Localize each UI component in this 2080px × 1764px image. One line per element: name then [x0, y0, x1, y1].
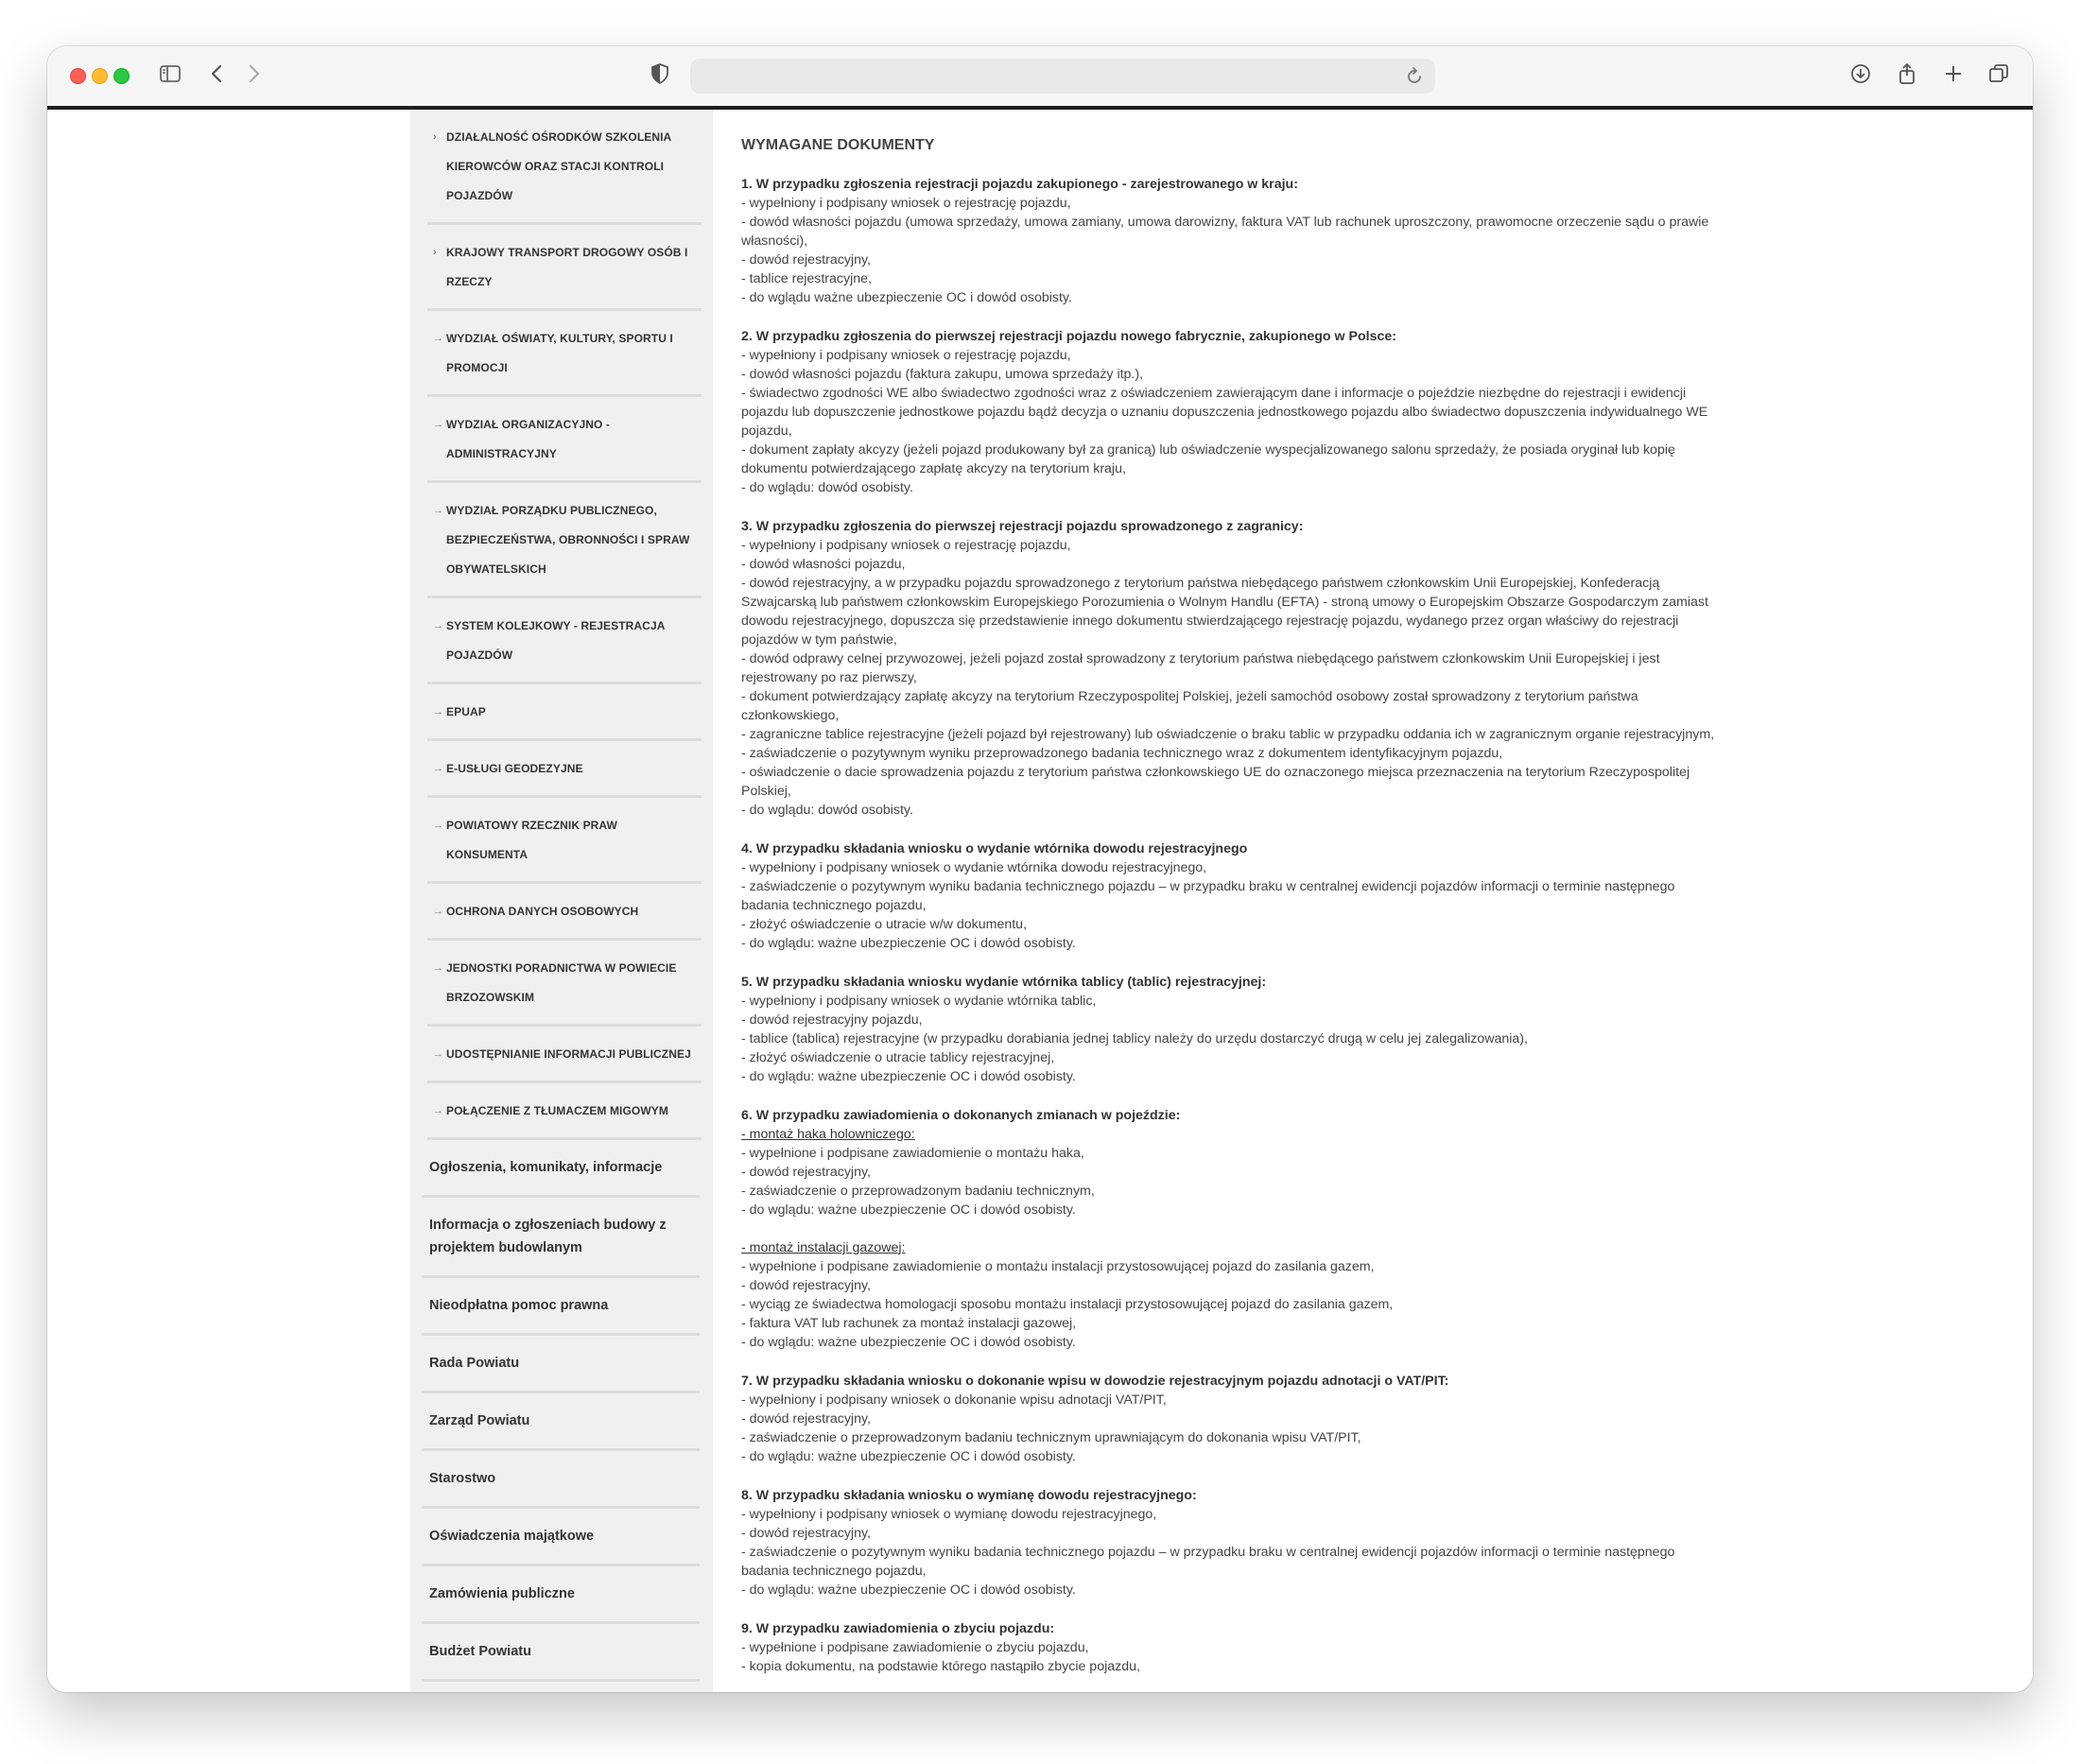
close-window-button[interactable] [70, 68, 86, 84]
requirement-line: - dowód rejestracyjny, [741, 1165, 871, 1180]
arrow-right-icon: → [433, 1048, 444, 1060]
sidebar-menu-item-label: WYDZIAŁ ORGANIZACYJNO - ADMINISTRACYJNY [446, 418, 610, 460]
requirement-line: - wyciąg ze świadectwa homologacji sposobu montażu instalacji przystosowującej pojazd do zasilania gazem, [741, 1297, 1394, 1312]
document-section [741, 839, 1725, 953]
sidebar-link[interactable]: Starostwo [422, 1451, 700, 1509]
section-heading: 2. W przypadku zgłoszenia do pierwszej rejestracji pojazdu nowego fabrycznie, zakupionego w Polsce: [741, 329, 1396, 344]
browser-window [47, 46, 2033, 1692]
requirement-line: - do wglądu ważne ubezpieczenie OC i dowód osobisty. [741, 290, 1072, 305]
sidebar-menu-item[interactable] [427, 598, 702, 684]
page-title: WYMAGANE DOKUMENTY [741, 137, 935, 153]
sidebar-menu-item-label: E-USŁUGI GEODEZYJNE [446, 762, 583, 775]
documents-sections [741, 175, 1725, 1676]
sidebar-menu-item[interactable] [427, 884, 702, 941]
requirement-line: - wypełniony i podpisany wniosek o wydanie wtórnika tablic, [741, 994, 1097, 1009]
document-section [741, 1619, 1725, 1676]
downloads-icon[interactable] [1844, 56, 1878, 92]
sidebar-menu-item-label: OCHRONA DANYCH OSOBOWYCH [446, 905, 639, 918]
sidebar-menu-item-label: DZIAŁALNOŚĆ OŚRODKÓW SZKOLENIA KIEROWCÓW ORAZ STACJI KONTROLI POJAZDÓW [446, 130, 671, 202]
requirement-line: - wypełniony i podpisany wniosek o rejestrację pojazdu, [741, 538, 1071, 553]
requirement-line: - zaświadczenie o przeprowadzonym badaniu technicznym, [741, 1184, 1095, 1199]
requirement-line: - dowód rejestracyjny, a w przypadku pojazdu sprowadzonego z terytorium państwa niebędącego państwem członkowskim Unii Europejskiej, Konfederacją Szwajcarską lub państwem członkowskim Europejskiego Porozumienia o Wolnym Handlu (EFTA) - stroną umowy o Europejskim Obszarze Gospodarczym zamiast dowodu rejestracyjnego, dopuszcza się przedstawienie innego dokumentu stwierdzającego rejestrację pojazdu, wydanego przez organ właściwy do rejestracji pojazdów w tym państwie, [741, 576, 1708, 648]
arrow-right-icon: › [433, 131, 437, 143]
requirement-line: - faktura VAT lub rachunek za montaż instalacji gazowej, [741, 1316, 1077, 1331]
requirement-line: - wypełniony i podpisany wniosek o wydanie wtórnika dowodu rejestracyjnego, [741, 860, 1207, 875]
requirement-line: - dowód własności pojazdu, [741, 557, 906, 572]
arrow-right-icon: → [433, 962, 444, 974]
requirement-line: - wypełnione i podpisane zawiadomienie o montażu haka, [741, 1146, 1084, 1161]
sidebar-menu-item[interactable] [427, 1083, 702, 1140]
requirement-line: - zaświadczenie o pozytywnym wyniku badania technicznego pojazdu – w przypadku braku w centralnej ewidencji pojazdów informacji o terminie następnego badania technicznego pojazdu, [741, 879, 1675, 913]
arrow-right-icon: → [433, 620, 444, 631]
section-heading: 7. W przypadku składania wniosku o dokonanie wpisu w dowodzie rejestracyjnym pojazdu adnotacji o VAT/PIT: [741, 1374, 1449, 1389]
sidebar-link[interactable]: Zamówienia publiczne [422, 1566, 700, 1624]
arrow-right-icon: → [433, 505, 444, 516]
requirement-line: - zaświadczenie o pozytywnym wyniku badania technicznego pojazdu – w przypadku braku w centralnej ewidencji pojazdów informacji o terminie następnego badania technicznego pojazdu, [741, 1545, 1675, 1579]
arrow-right-icon: → [433, 706, 444, 718]
requirement-line: - do wglądu: ważne ubezpieczenie OC i dowód osobisty. [741, 1202, 1076, 1218]
section-heading: 5. W przypadku składania wniosku wydanie wtórnika tablicy (tablic) rejestracyjnej: [741, 975, 1267, 990]
browser-toolbar [47, 46, 2033, 110]
requirement-line: - dowód rejestracyjny pojazdu, [741, 1012, 923, 1028]
arrow-right-icon: → [433, 906, 444, 917]
requirement-line: - wypełniony i podpisany wniosek o rejestrację pojazdu, [741, 348, 1071, 363]
document-section [741, 1372, 1725, 1466]
arrow-right-icon: › [433, 247, 437, 258]
requirement-line: - do wglądu: ważne ubezpieczenie OC i dowód osobisty. [741, 936, 1076, 951]
requirement-line: - dowód własności pojazdu (umowa sprzedaży, umowa zamiany, umowa darowizny, faktura VAT lub rachunek uproszczony, prawomocne orzeczenie sądu o prawie własności), [741, 215, 1709, 249]
section-heading: 3. W przypadku zgłoszenia do pierwszej rejestracji pojazdu sprowadzonego z zagranicy: [741, 519, 1304, 534]
requirement-line: - wypełnione i podpisane zawiadomienie o zbyciu pojazdu, [741, 1640, 1089, 1655]
address-bar[interactable] [690, 59, 1435, 94]
document-section [741, 327, 1725, 497]
sidebar-sub-menu [410, 1140, 713, 1682]
requirement-line: - do wglądu: dowód osobisty. [741, 480, 913, 495]
minimize-window-button[interactable] [92, 68, 108, 84]
section-subheading: - montaż instalacji gazowej: [741, 1240, 906, 1255]
tab-overview-icon[interactable] [1982, 56, 2016, 92]
reload-icon[interactable] [1403, 65, 1426, 88]
sidebar-menu-item-label: SYSTEM KOLEJKOWY - REJESTRACJA POJAZDÓW [446, 619, 666, 662]
requirement-line: - zagraniczne tablice rejestracyjne (jeżeli pojazd był rejestrowany) lub oświadczenie o braku tablic w przypadku oddania ich w zagranicznym organie rejestracyjnym, [741, 727, 1715, 742]
sidebar-menu-item-label: WYDZIAŁ OŚWIATY, KULTURY, SPORTU I PROMOCJI [446, 332, 673, 374]
requirement-line: - dokument potwierdzający zapłatę akcyzy na terytorium Rzeczypospolitej Polskiej, jeżeli samochód osobowy został sprowadzony z terytorium państwa członkowskiego, [741, 689, 1638, 723]
sidebar-menu-item[interactable] [427, 397, 702, 483]
requirement-line: - wypełnione i podpisane zawiadomienie o montażu instalacji przystosowującej pojazd do zasilania gazem, [741, 1259, 1375, 1274]
requirement-line: - zaświadczenie o przeprowadzonym badaniu technicznym uprawniającym do dokonania wpisu VAT/PIT, [741, 1430, 1361, 1445]
chevron-left-icon [205, 61, 230, 86]
sidebar-link[interactable]: Informacja o zgłoszeniach budowy z projektem budowlanym [422, 1198, 700, 1278]
document-section [741, 517, 1725, 820]
requirement-line: - wypełniony i podpisany wniosek o rejestrację pojazdu, [741, 196, 1071, 211]
document-section [741, 175, 1725, 307]
arrow-right-icon: → [433, 820, 444, 831]
back-button[interactable] [200, 56, 234, 92]
section-subheading: - montaż haka holowniczego: [741, 1127, 915, 1142]
requirement-line: - tablice rejestracyjne, [741, 271, 872, 286]
sidebar-link[interactable]: Ogłoszenia, komunikaty, informacje [422, 1140, 700, 1198]
arrow-right-icon: → [433, 333, 444, 344]
main-content [741, 123, 1725, 1692]
requirement-line: - złożyć oświadczenie o utracie tablicy rejestracyjnej, [741, 1050, 1055, 1065]
requirement-line: - oświadczenie o dacie sprowadzenia pojazdu z terytorium państwa członkowskiego UE do oznaczonego miejsca przeznaczenia na terytorium Rzeczypospolitej Polskiej, [741, 765, 1690, 799]
section-heading: 4. W przypadku składania wniosku o wydanie wtórnika dowodu rejestracyjnego [741, 841, 1248, 856]
sidebar-menu-item[interactable] [427, 110, 702, 225]
forward-button[interactable] [236, 56, 270, 92]
sidebar-menu-item[interactable] [427, 483, 702, 598]
sidebar-menu-item-label: WYDZIAŁ PORZĄDKU PUBLICZNEGO, BEZPIECZEŃSTWA, OBRONNOŚCI I SPRAW OBYWATELSKICH [446, 504, 690, 576]
sidebar-menu-item-label: POŁĄCZENIE Z TŁUMACZEM MIGOWYM [446, 1104, 668, 1117]
sidebar-link[interactable]: Nieodpłatna pomoc prawna [422, 1278, 700, 1336]
privacy-shield-icon[interactable] [643, 56, 677, 92]
requirement-line: - do wglądu: ważne ubezpieczenie OC i dowód osobisty. [741, 1449, 1076, 1464]
sidebar-menu-item-label: POWIATOWY RZECZNIK PRAW KONSUMENTA [446, 819, 617, 861]
requirement-line: - dowód odprawy celnej przywozowej, jeżeli pojazd został sprowadzony z terytorium państwa niebędącego państwem członkowskim Unii Europejskiej i jest rejestrowany po raz pierwszy, [741, 651, 1660, 685]
sidebar [410, 110, 713, 1692]
requirement-line: - tablice (tablica) rejestracyjne (w przypadku dorabiania jednej tablicy należy do urzędu dostarczyć drugą w celu jej zalegalizowania), [741, 1031, 1528, 1046]
requirement-line: - dowód własności pojazdu (faktura zakupu, umowa sprzedaży itp.), [741, 367, 1144, 382]
requirement-line: - dokument zapłaty akcyzy (jeżeli pojazd produkowany był za granicą) lub oświadczenie wyspecjalizowanego salonu sprzedaży, że posiada oryginał lub kopię dokumentu potwierdzającego zapłatę akcyzy na terytorium kraju, [741, 442, 1675, 476]
sidebar-menu-item[interactable] [427, 741, 702, 798]
requirement-line: - dowód rejestracyjny, [741, 252, 871, 268]
requirement-line: - do wglądu: ważne ubezpieczenie OC i dowód osobisty. [741, 1069, 1076, 1084]
sidebar-link[interactable]: Zarząd Powiatu [422, 1393, 700, 1451]
sidebar-menu-item[interactable] [427, 941, 702, 1027]
arrow-right-icon: → [433, 419, 444, 430]
requirement-line: - złożyć oświadczenie o utracie w/w dokumentu, [741, 917, 1028, 932]
section-heading: 6. W przypadku zawiadomienia o dokonanych zmianach w pojeździe: [741, 1108, 1181, 1123]
sidebar-menu-item[interactable] [427, 1027, 702, 1083]
requirement-line: - kopia dokumentu, na podstawie którego nastąpiło zbycie pojazdu, [741, 1659, 1140, 1674]
section-heading: 9. W przypadku zawiadomienia o zbyciu pojazdu: [741, 1621, 1055, 1636]
section-heading: 8. W przypadku składania wniosku o wymianę dowodu rejestracyjnego: [741, 1488, 1197, 1503]
sidebar-menu-item[interactable] [427, 311, 702, 397]
requirement-line: - wypełniony i podpisany wniosek o wymianę dowodu rejestracyjnego, [741, 1507, 1157, 1522]
sidebar-menu-item-label: EPUAP [446, 705, 486, 718]
sidebar-menu-item[interactable] [427, 684, 702, 741]
requirement-line: - dowód rejestracyjny, [741, 1411, 871, 1427]
page-content [47, 110, 2033, 1692]
sidebar-menu-item-label: UDOSTĘPNIANIE INFORMACJI PUBLICZNEJ [446, 1047, 691, 1061]
requirement-line: - dowód rejestracyjny, [741, 1278, 871, 1293]
requirement-line: - świadectwo zgodności WE albo świadectwo zgodności wraz z oświadczeniem zawierającym dane i informacje o pojeździe niezbędne do rejestracji i ewidencji pojazdu lub dopuszczenie jednostkowe pojazdu bądź decyzja o uznaniu dopuszczenia jednostkowego pojazdu albo świadectwo dopuszczenia indywidualnego WE pojazdu, [741, 386, 1708, 439]
document-section [741, 973, 1725, 1086]
document-section [741, 1486, 1725, 1600]
sidebar-link[interactable]: Oświadczenia majątkowe [422, 1509, 700, 1566]
document-section [741, 1106, 1725, 1352]
sidebar-menu-item-label: KRAJOWY TRANSPORT DROGOWY OSÓB I RZECZY [446, 246, 688, 288]
chevron-right-icon [241, 61, 266, 86]
new-tab-icon[interactable] [1936, 56, 1970, 92]
zoom-window-button[interactable] [113, 68, 130, 84]
sidebar-menu-item-label: JEDNOSTKI PORADNICTWA W POWIECIE BRZOZOWSKIM [446, 961, 677, 1004]
sidebar-toggle-icon[interactable] [153, 56, 187, 92]
sidebar-link[interactable]: Rada Powiatu [422, 1336, 700, 1393]
requirement-line: - do wglądu: ważne ubezpieczenie OC i dowód osobisty. [741, 1582, 1076, 1598]
arrow-right-icon: → [433, 763, 444, 774]
section-heading: 1. W przypadku zgłoszenia rejestracji pojazdu zakupionego - zarejestrowanego w kraju: [741, 177, 1298, 192]
sidebar-link[interactable]: Budżet Powiatu [422, 1624, 700, 1682]
sidebar-menu-item[interactable] [427, 225, 702, 311]
sidebar-menu-item[interactable] [427, 798, 702, 884]
requirement-line: - zaświadczenie o pozytywnym wyniku przeprowadzonego badania technicznego wraz z dokumentem identyfikacyjnym pojazdu, [741, 746, 1503, 761]
requirement-line: - dowód rejestracyjny, [741, 1526, 871, 1541]
requirement-line: - do wglądu: ważne ubezpieczenie OC i dowód osobisty. [741, 1335, 1076, 1350]
arrow-right-icon: → [433, 1105, 444, 1116]
share-icon[interactable] [1890, 56, 1924, 92]
requirement-line: - wypełniony i podpisany wniosek o dokonanie wpisu adnotacji VAT/PIT, [741, 1392, 1167, 1408]
sidebar-menu [410, 110, 713, 1140]
requirement-line: - do wglądu: dowód osobisty. [741, 803, 913, 818]
